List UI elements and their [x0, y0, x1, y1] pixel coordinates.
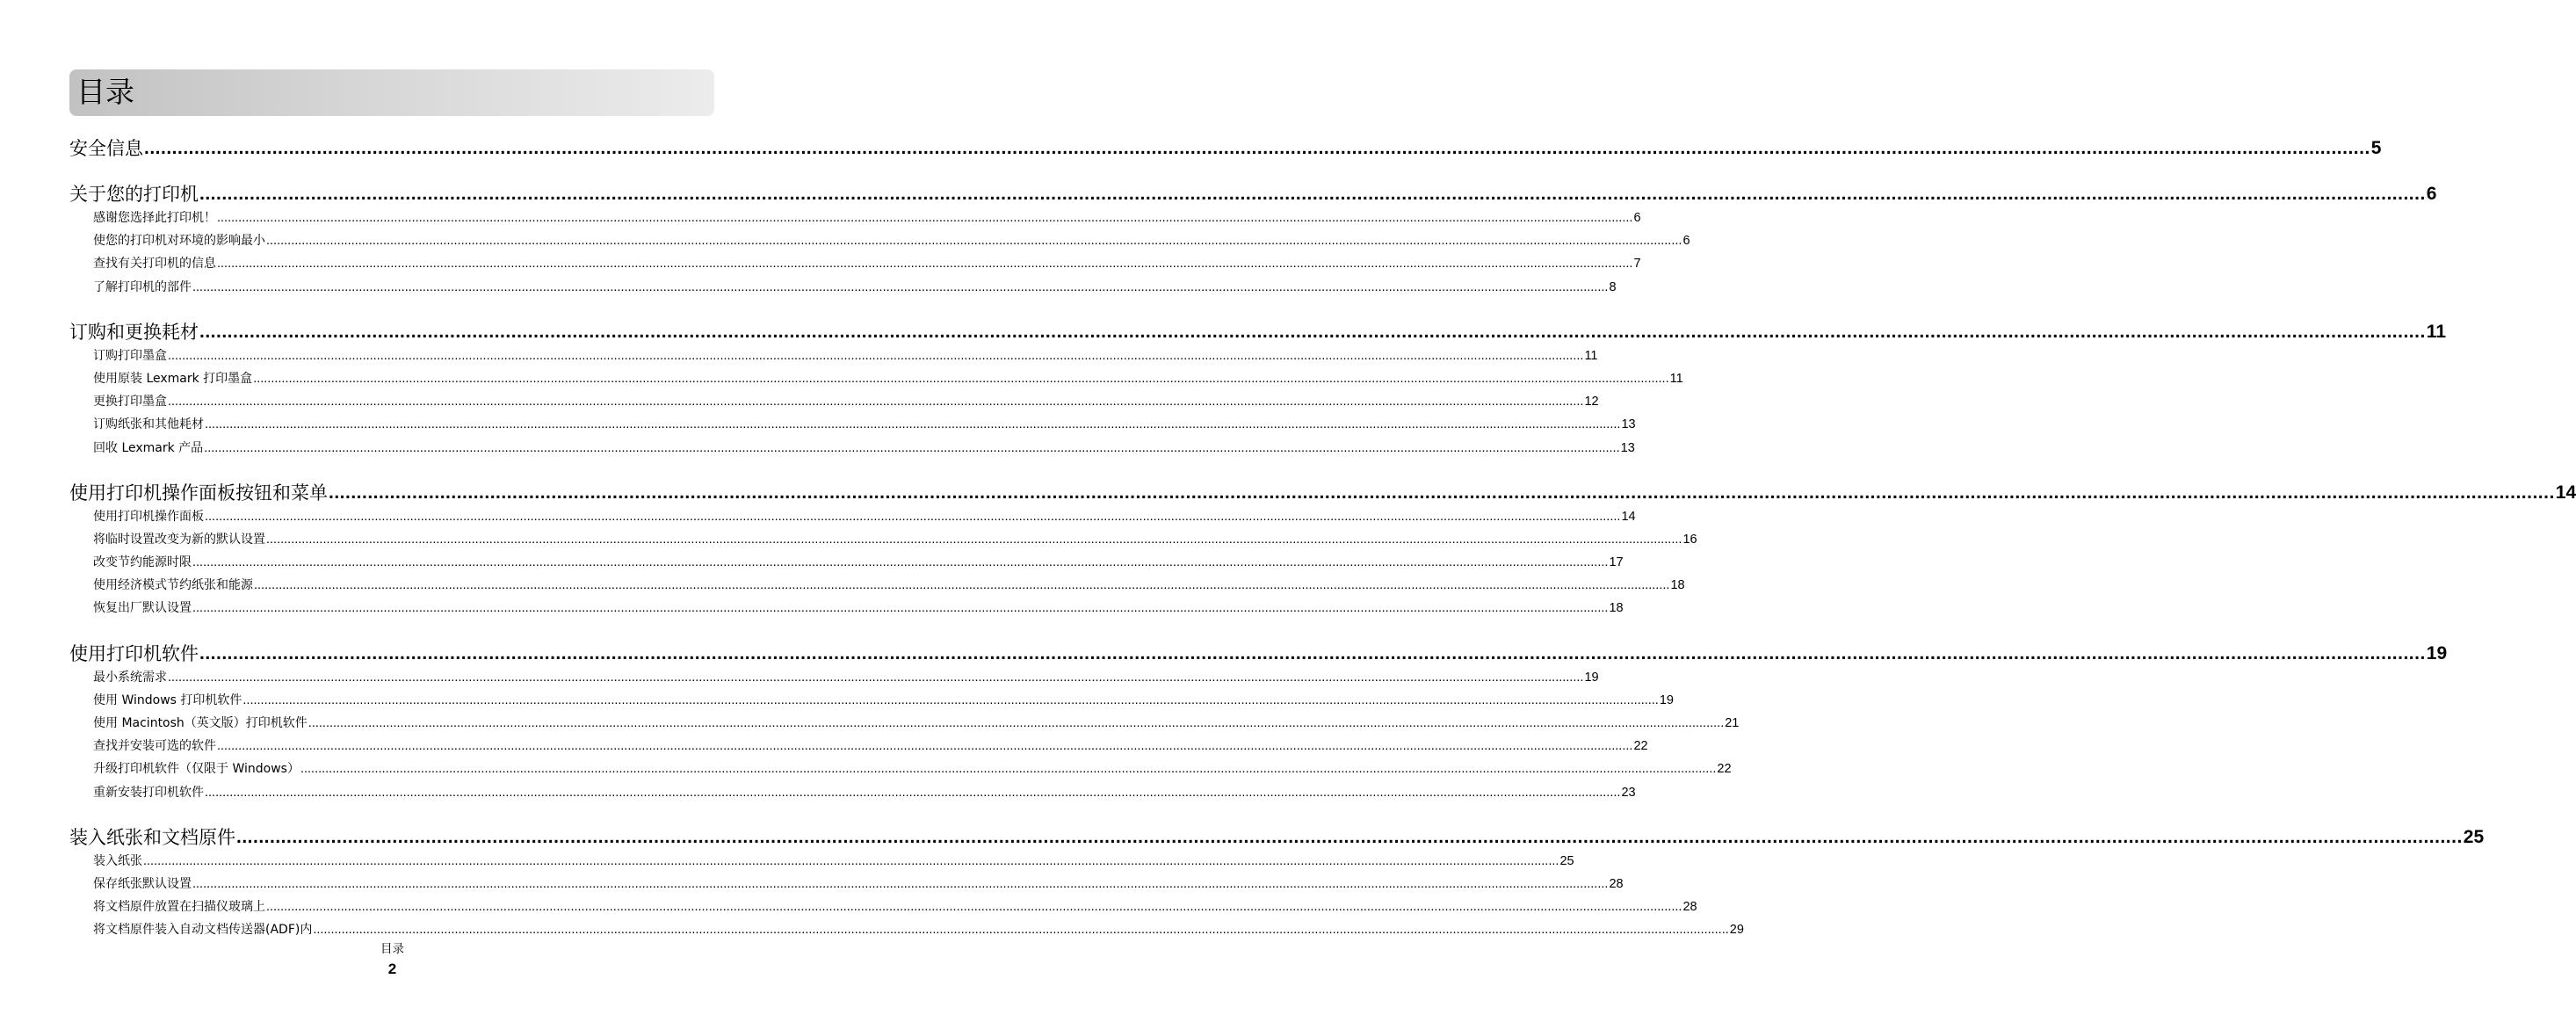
toc-entry-page: 22 [1633, 739, 1648, 754]
toc-subentry[interactable] [69, 252, 1641, 275]
toc-entry-title: 最小系统需求 [93, 670, 167, 685]
toc-entry-title: 恢复出厂默认设置 [93, 601, 192, 616]
toc-subentry[interactable] [69, 735, 1648, 758]
toc-entry-page: 16 [1682, 532, 1697, 547]
footer-label: 目录 [380, 942, 404, 956]
toc-subentry[interactable] [69, 574, 1685, 597]
dot-leader: ................................................................................................................................................................................................................................................................................................................................................................................................................ [217, 211, 1633, 225]
title-bar [69, 69, 714, 116]
dot-leader: ................................................................................................................................................................................................................................................................................................................................................................................................................ [266, 532, 1682, 547]
toc-entry-page: 6 [1682, 234, 1690, 249]
toc-subentry[interactable] [69, 437, 1635, 460]
toc-entry-page: 25 [2463, 826, 2485, 847]
dot-leader: ................................................................................................................................................................................................................................................................................................................................................................................................................ [266, 900, 1682, 915]
toc-section [69, 628, 2448, 804]
toc-subentry[interactable] [69, 367, 1683, 390]
toc-entry-title: 将临时设置改变为新的默认设置 [93, 532, 265, 547]
dot-leader: ................................................................................................................................................................................................................................................................................................................................................................................................................ [236, 826, 2463, 847]
toc-entry-title: 将文档原件放置在扫描仪玻璃上 [93, 900, 265, 915]
toc-chapter-entry[interactable] [69, 307, 2446, 344]
dot-leader: ................................................................................................................................................................................................................................................................................................................................................................................................................ [217, 257, 1633, 272]
toc-entry-page: 11 [1669, 371, 1683, 386]
toc-subentry[interactable] [69, 390, 1599, 413]
toc-subentry[interactable] [69, 850, 1574, 873]
dot-leader: ................................................................................................................................................................................................................................................................................................................................................................................................................ [205, 417, 1621, 432]
dot-leader: ................................................................................................................................................................................................................................................................................................................................................................................................................ [192, 555, 1609, 570]
toc-entry-page: 22 [1717, 762, 1732, 777]
dot-leader: ................................................................................................................................................................................................................................................................................................................................................................................................................ [199, 321, 2426, 342]
toc-entry-page: 21 [1725, 716, 1740, 730]
toc-entry-page: 18 [1670, 578, 1685, 593]
toc-entry-title: 使用打印机操作面板 [93, 509, 204, 524]
toc-entry-page: 14 [1621, 509, 1636, 524]
dot-leader: ................................................................................................................................................................................................................................................................................................................................................................................................................ [144, 138, 2370, 158]
dot-leader: ................................................................................................................................................................................................................................................................................................................................................................................................................ [199, 184, 2426, 204]
dot-leader: ................................................................................................................................................................................................................................................................................................................................................................................................................ [168, 670, 1584, 685]
dot-leader: ................................................................................................................................................................................................................................................................................................................................................................................................................ [205, 785, 1621, 800]
toc-entry-page: 28 [1682, 900, 1697, 915]
toc-chapter-entry[interactable] [69, 123, 2382, 161]
toc-entry-title: 保存纸张默认设置 [93, 876, 192, 891]
toc-subentry[interactable] [69, 276, 1617, 299]
toc-entry-title: 使用 Windows 打印机软件 [93, 692, 242, 707]
toc-entry-title: 订购纸张和其他耗材 [93, 417, 204, 432]
toc-subentry[interactable] [69, 551, 1624, 574]
toc-subentry[interactable] [69, 873, 1624, 895]
toc-entry-page: 11 [2426, 321, 2446, 342]
dot-leader: ................................................................................................................................................................................................................................................................................................................................................................................................................ [168, 395, 1584, 410]
toc-entry-title: 了解打印机的部件 [93, 279, 192, 294]
toc-entry-page: 28 [1609, 876, 1624, 891]
toc-entry-page: 18 [1609, 601, 1624, 616]
toc-entry-page: 7 [1633, 257, 1641, 272]
toc-entry-title: 使您的打印机对环境的影响最小 [93, 234, 265, 249]
toc-subentry[interactable] [69, 895, 1697, 918]
toc-entry-page: 5 [2370, 138, 2382, 158]
dot-leader: ................................................................................................................................................................................................................................................................................................................................................................................................................ [266, 234, 1682, 249]
toc-subentry[interactable] [69, 712, 1740, 735]
toc-entry-page: 8 [1609, 279, 1617, 294]
toc-entry-title: 将文档原件装入自动文档传送器(ADF)内 [93, 923, 313, 938]
toc-entry-page: 23 [1621, 785, 1636, 800]
toc-entry-page: 14 [2555, 482, 2576, 503]
toc-entry-page: 6 [2426, 184, 2437, 204]
toc-entry-title: 使用原装 Lexmark 打印墨盒 [93, 371, 253, 386]
toc-entry-title: 使用打印机操作面板按钮和菜单 [69, 482, 328, 504]
dot-leader: ................................................................................................................................................................................................................................................................................................................................................................................................................ [205, 509, 1621, 524]
toc-entry-page: 19 [2426, 642, 2448, 663]
toc-entry-title: 查找并安装可选的软件 [93, 739, 216, 754]
dot-leader: ................................................................................................................................................................................................................................................................................................................................................................................................................ [143, 853, 1559, 868]
dot-leader: ................................................................................................................................................................................................................................................................................................................................................................................................................ [192, 279, 1609, 294]
dot-leader: ................................................................................................................................................................................................................................................................................................................................................................................................................ [253, 371, 1669, 386]
toc-entry-page: 13 [1621, 417, 1636, 432]
toc-section [69, 307, 2446, 460]
dot-leader: ................................................................................................................................................................................................................................................................................................................................................................................................................ [308, 716, 1725, 730]
toc-subentry[interactable] [69, 528, 1697, 551]
toc-subentry[interactable] [69, 689, 1674, 712]
toc-subentry[interactable] [69, 758, 1732, 780]
toc-entry-title: 改变节约能源时限 [93, 555, 192, 570]
toc-section [69, 123, 2382, 161]
toc-section [69, 169, 2437, 299]
toc-entry-page: 12 [1584, 395, 1599, 410]
toc-section [69, 812, 2485, 942]
toc-subentry[interactable] [69, 207, 1641, 229]
toc-entry-title: 感谢您选择此打印机！ [93, 211, 216, 225]
toc-entry-title: 装入纸张和文档原件 [69, 826, 235, 848]
toc-entry-title: 订购打印墨盒 [93, 348, 167, 363]
toc-section [69, 468, 2576, 620]
toc-entry-page: 13 [1620, 440, 1635, 455]
toc-entry-title: 关于您的打印机 [69, 184, 199, 205]
dot-leader: ................................................................................................................................................................................................................................................................................................................................................................................................................ [168, 348, 1584, 363]
toc-entry-title: 重新安装打印机软件 [93, 785, 204, 800]
toc-chapter-entry[interactable] [69, 628, 2448, 666]
toc-entry-page: 17 [1609, 555, 1624, 570]
dot-leader: ................................................................................................................................................................................................................................................................................................................................................................................................................ [204, 440, 1620, 455]
toc-entry-title: 升级打印机软件（仅限于 Windows） [93, 762, 300, 777]
dot-leader: ................................................................................................................................................................................................................................................................................................................................................................................................................ [313, 923, 1729, 938]
dot-leader: ................................................................................................................................................................................................................................................................................................................................................................................................................ [192, 601, 1609, 616]
toc-subentry[interactable] [69, 413, 1636, 436]
toc-subentry[interactable] [69, 597, 1624, 620]
toc-subentry[interactable] [69, 666, 1599, 689]
toc-entry-title: 装入纸张 [93, 853, 142, 868]
toc-entry-page: 19 [1584, 670, 1599, 685]
toc-entry-page: 11 [1584, 348, 1598, 363]
toc-subentry[interactable] [69, 505, 1636, 528]
toc-entry-title: 查找有关打印机的信息 [93, 257, 216, 272]
dot-leader: ................................................................................................................................................................................................................................................................................................................................................................................................................ [254, 578, 1670, 593]
dot-leader: ................................................................................................................................................................................................................................................................................................................................................................................................................ [217, 739, 1633, 754]
page-number: 2 [387, 961, 397, 977]
toc-chapter-entry[interactable] [69, 468, 2576, 505]
toc-entry-title: 安全信息 [69, 138, 143, 159]
toc-subentry[interactable] [69, 344, 1598, 367]
dot-leader: ................................................................................................................................................................................................................................................................................................................................................................................................................ [242, 692, 1659, 707]
toc-subentry[interactable] [69, 229, 1690, 252]
dot-leader: ................................................................................................................................................................................................................................................................................................................................................................................................................ [300, 762, 1717, 777]
toc-entry-page: 19 [1659, 692, 1674, 707]
toc-entry-title: 使用 Macintosh（英文版）打印机软件 [93, 716, 308, 730]
toc-entry-title: 使用打印机软件 [69, 642, 199, 664]
toc-entry-title: 使用经济模式节约纸张和能源 [93, 578, 253, 593]
toc-entry-page: 6 [1633, 211, 1641, 225]
toc-entry-page: 25 [1559, 853, 1574, 868]
table-of-contents [69, 123, 2576, 950]
toc-chapter-entry[interactable] [69, 812, 2485, 850]
toc-entry-title: 回收 Lexmark 产品 [93, 440, 204, 455]
dot-leader: ................................................................................................................................................................................................................................................................................................................................................................................................................ [329, 482, 2555, 503]
toc-entry-page: 29 [1729, 923, 1744, 938]
toc-subentry[interactable] [69, 781, 1636, 804]
toc-entry-title: 更换打印墨盒 [93, 395, 167, 410]
page-title: 目录 [76, 75, 134, 109]
dot-leader: ................................................................................................................................................................................................................................................................................................................................................................................................................ [199, 642, 2426, 663]
dot-leader: ................................................................................................................................................................................................................................................................................................................................................................................................................ [192, 876, 1609, 891]
toc-entry-title: 订购和更换耗材 [69, 321, 199, 343]
toc-chapter-entry[interactable] [69, 169, 2437, 207]
